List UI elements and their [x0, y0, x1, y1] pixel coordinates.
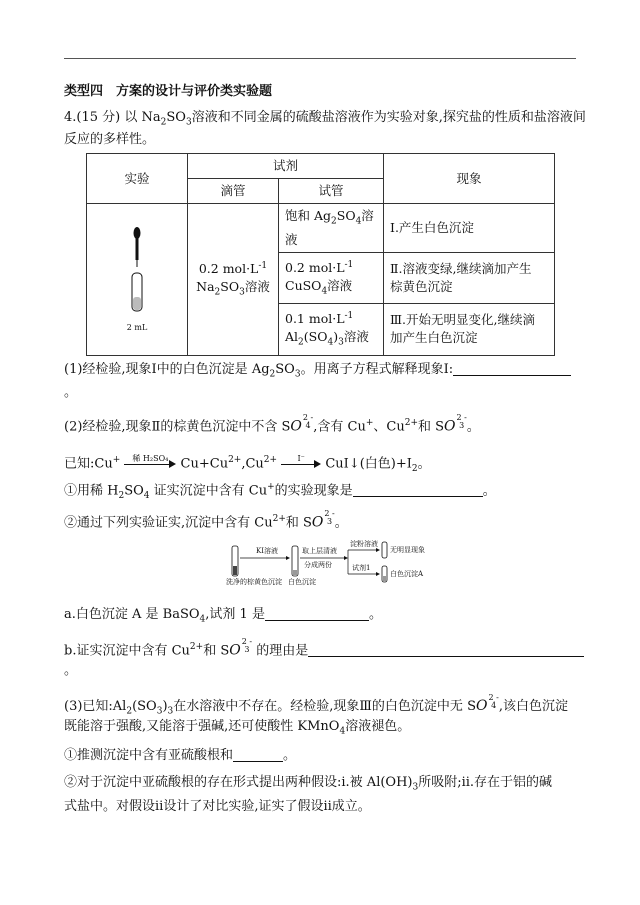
part-1-end: 。	[64, 385, 78, 400]
header-dropper: 滴管	[188, 179, 279, 204]
answer-blank-5[interactable]	[233, 747, 283, 762]
flow-ki: KI溶液	[256, 547, 278, 555]
flow-white: 白色沉淀	[288, 578, 316, 586]
part-2: (2)经检验,现象Ⅱ的棕黄色沉淀中不含 SO2 - 4 ,含有 Cu+、$Cu^{2+}$和 SO2 - 3 。	[64, 413, 480, 435]
test-tube-3-icon	[382, 542, 387, 558]
tube-reagent-3: 0.1 $mol\cdot L^{-1}$ $Al_2(SO_4)_3$溶液	[279, 304, 384, 356]
known-1: 已知:Cu+ 稀 H₂SO₄ $Cu+Cu^{2+},Cu^{2+}$ I⁻ CuI↓(白色)$+I_2$。	[64, 454, 431, 474]
phenomenon-2: Ⅱ.溶液变绿,继续滴加产生 棕黄色沉淀	[384, 252, 555, 304]
flow-washed: 洗净的棕黄色沉淀	[226, 578, 282, 586]
tube-reagent-1: 饱和 $Ag_2SO_4$溶液	[279, 204, 384, 253]
answer-blank-3[interactable]	[265, 606, 369, 621]
part-b: b.证实沉淀中含有 $Cu^{2+}$和 SO2 - 3 的理由是	[64, 638, 584, 660]
top-rule	[64, 58, 576, 59]
dropper-reagent-cell: 0.2 $mol\cdot L^{-1}$ $Na_2SO_3$溶液	[188, 204, 279, 356]
header-phenomenon: 现象	[384, 154, 555, 204]
experiment-table	[86, 153, 555, 356]
dropper-tube-icon	[117, 225, 157, 323]
part-3-line-2: 既能溶于强酸,又能溶于强碱,还可使酸性 KMnO$_4$溶液褪色。	[64, 719, 411, 737]
reaction-arrow-1: 稀 H₂SO₄	[124, 455, 176, 469]
header-reagent: 试剂	[188, 154, 384, 179]
phenomenon-3: Ⅲ.开始无明显变化,继续滴 加产生白色沉淀	[384, 304, 555, 356]
part-3-2-line-2: 式盐中。对假设ⅱ设计了对比实验,证实了假设ⅱ成立。	[64, 799, 371, 814]
phenomenon-1: Ⅰ.产生白色沉淀	[384, 204, 555, 253]
part-2-2: ②通过下列实验证实,沉淀中含有 $Cu^{2+}$和 SO2 - 3 。	[64, 509, 348, 531]
section-title: 类型四 方案的设计与评价类实验题	[64, 84, 273, 99]
reaction-arrow-2: I⁻	[281, 455, 321, 469]
answer-blank-1[interactable]	[453, 361, 571, 376]
flow-upper: 取上层清液	[302, 547, 337, 555]
part-1: (1)经检验,现象Ⅰ中的白色沉淀是 $Ag_2SO_3$。用离子方程式解释现象Ⅰ:	[64, 361, 571, 384]
part-3-1: ①推测沉淀中含有亚硫酸根和 。	[64, 748, 297, 763]
volume-label: 2 mL	[126, 323, 148, 333]
flow-starch: 淀粉溶液	[350, 540, 378, 548]
question-line-1: 4.(15 分) 以 $Na_2SO_3$溶液和不同金属的硫酸盐溶液作为实验对象,探究盐的性质和盐溶液间	[64, 110, 586, 128]
flow-no-change: 无明显现象	[390, 546, 425, 554]
flow-reagent1: 试剂1	[352, 564, 371, 572]
header-experiment: 实验	[87, 154, 188, 204]
answer-blank-4[interactable]	[308, 642, 584, 657]
answer-blank-2[interactable]	[353, 482, 483, 497]
question-line-2: 反应的多样性。	[64, 132, 156, 147]
tube-reagent-2: 0.2 $mol\cdot L^{-1}$ CuSO$_4$溶液	[279, 252, 384, 304]
part-b-end: 。	[64, 663, 78, 678]
flow-diagram	[226, 540, 426, 590]
part-3: (3)已知$:Al_2(SO_3)_3$在水溶液中不存在。经检验,现象Ⅲ的白色沉淀中无 SO2 - 4 ,该白色沉淀	[64, 693, 568, 717]
flow-split: 分成两份	[304, 561, 332, 569]
question-score: (15 分)	[76, 110, 121, 125]
part-2-1: ①用稀 $H_2SO_4$ 证实沉淀中含有 Cu+的实验现象是 。	[64, 482, 496, 501]
header-tube: 试管	[279, 179, 384, 204]
part-3-2: ②对于沉淀中亚硫酸根的存在形式提出两种假设:ⅰ.被 $Al(OH)_3$所吸附;ⅱ.存在于铝的碱	[64, 775, 553, 793]
part-a: a.白色沉淀 A 是 BaSO$_4$,试剂 1 是 。	[64, 607, 382, 625]
question-number: 4.	[64, 110, 77, 125]
apparatus-cell	[87, 204, 188, 356]
flow-white-a: 白色沉淀A	[390, 570, 424, 578]
